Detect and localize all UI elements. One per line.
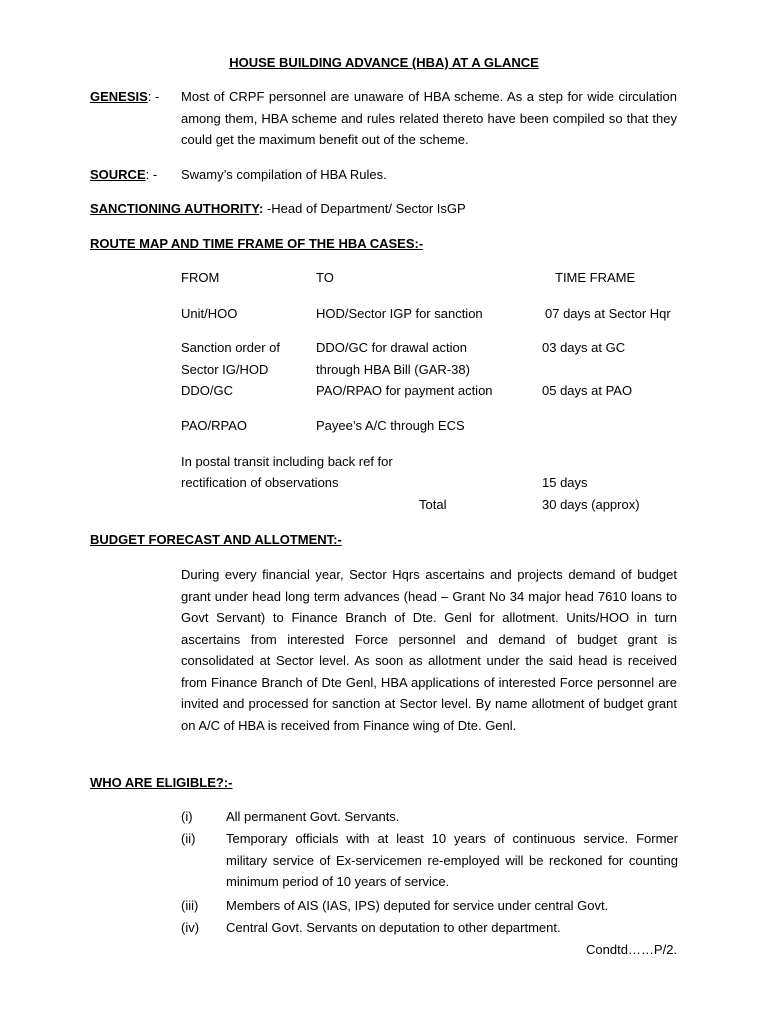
- route-row-3-time: 05 days at PAO: [542, 383, 633, 398]
- total-label: Total: [419, 497, 447, 512]
- sanctioning-row: [90, 198, 466, 220]
- source-text: Swamy’s compilation of HBA Rules.: [181, 167, 387, 182]
- sanctioning-text: -Head of Department/ Sector IsGP: [263, 201, 466, 216]
- transit-line2: rectification of observations: [181, 475, 339, 490]
- route-header-from: FROM: [181, 270, 220, 285]
- route-row-1-from: Unit/HOO: [181, 306, 238, 321]
- total-time: 30 days (approx): [542, 497, 640, 512]
- route-row-2-to-line1: DDO/GC for drawal action: [316, 340, 467, 355]
- eligible-heading: WHO ARE ELIGIBLE?:-: [90, 775, 233, 790]
- route-row-4-from: PAO/RPAO: [181, 418, 247, 433]
- genesis-label-row: [90, 86, 159, 108]
- route-header-time: TIME FRAME: [555, 270, 636, 285]
- eligible-item-2-text: Temporary officials with at least 10 years of continuous service. Former military service of Ex-servicemen re-employed will be reckoned for counting minimum period of 10 years of service.: [226, 831, 678, 889]
- route-row-3-from: DDO/GC: [181, 383, 233, 398]
- genesis-label: GENESIS: [90, 89, 148, 104]
- source-label: SOURCE: [90, 167, 146, 182]
- route-map-heading: ROUTE MAP AND TIME FRAME OF THE HBA CASES:-: [90, 236, 424, 251]
- transit-time: 15 days: [542, 475, 588, 490]
- page-title: HOUSE BUILDING ADVANCE (HBA) AT A GLANCE: [229, 55, 539, 70]
- route-row-2-from-line1: Sanction order of: [181, 340, 281, 355]
- genesis-text: Most of CRPF personnel are unaware of HBA scheme. As a step for wide circulation among them, HBA scheme and rules related thereto have been compiled so that they could get the maximum benefit out of the scheme.: [181, 89, 677, 147]
- route-row-2-to-line2: through HBA Bill (GAR-38): [316, 362, 470, 377]
- eligible-item-1-text: All permanent Govt. Servants.: [226, 809, 400, 824]
- route-row-3-to: PAO/RPAO for payment action: [316, 383, 493, 398]
- eligible-item-4-num: (iv): [181, 920, 200, 935]
- route-row-1-to: HOD/Sector IGP for sanction: [316, 306, 483, 321]
- eligible-item-3-text: Members of AIS (IAS, IPS) deputed for service under central Govt.: [226, 898, 609, 913]
- eligible-item-1-num: (i): [181, 809, 193, 824]
- budget-heading: BUDGET FORECAST AND ALLOTMENT:-: [90, 532, 342, 547]
- sanctioning-label: SANCTIONING AUTHORITY: [90, 201, 259, 216]
- route-row-4-to: Payee’s A/C through ECS: [316, 418, 465, 433]
- source-label-row: [90, 164, 157, 186]
- transit-line1: In postal transit including back ref for: [181, 454, 393, 469]
- budget-text: During every financial year, Sector Hqrs ascertains and projects demand of budget grant under head long term advances (head – Grant No 34 major head 7610 loans to Govt Servant) to Finance Branch of Dte. Genl for allotment. Units/HOO in turn ascertains from interested Force personnel and demand of budget grant is consolidated at Sector level. As soon as allotment under the said head is received from Finance Branch of Dte Genl, HBA applications of interested Force personnel are invited and processed for sanction at Sector level. By name allotment of budget grant on A/C of HBA is received from Finance wing of Dte. Genl.: [181, 567, 677, 733]
- route-row-2-time: 03 days at GC: [542, 340, 626, 355]
- continued-note: Condtd……P/2.: [586, 942, 678, 957]
- route-row-1-time: 07 days at Sector Hqr: [545, 306, 671, 321]
- route-header-to: TO: [316, 270, 334, 285]
- eligible-item-3-num: (iii): [181, 898, 199, 913]
- route-row-2-from-line2: Sector IG/HOD: [181, 362, 269, 377]
- sanctioning-separator: :: [259, 201, 264, 216]
- source-separator: : -: [145, 167, 158, 182]
- genesis-separator: : -: [147, 89, 160, 104]
- eligible-item-2-num: (ii): [181, 831, 196, 846]
- eligible-item-4-text: Central Govt. Servants on deputation to other department.: [226, 920, 561, 935]
